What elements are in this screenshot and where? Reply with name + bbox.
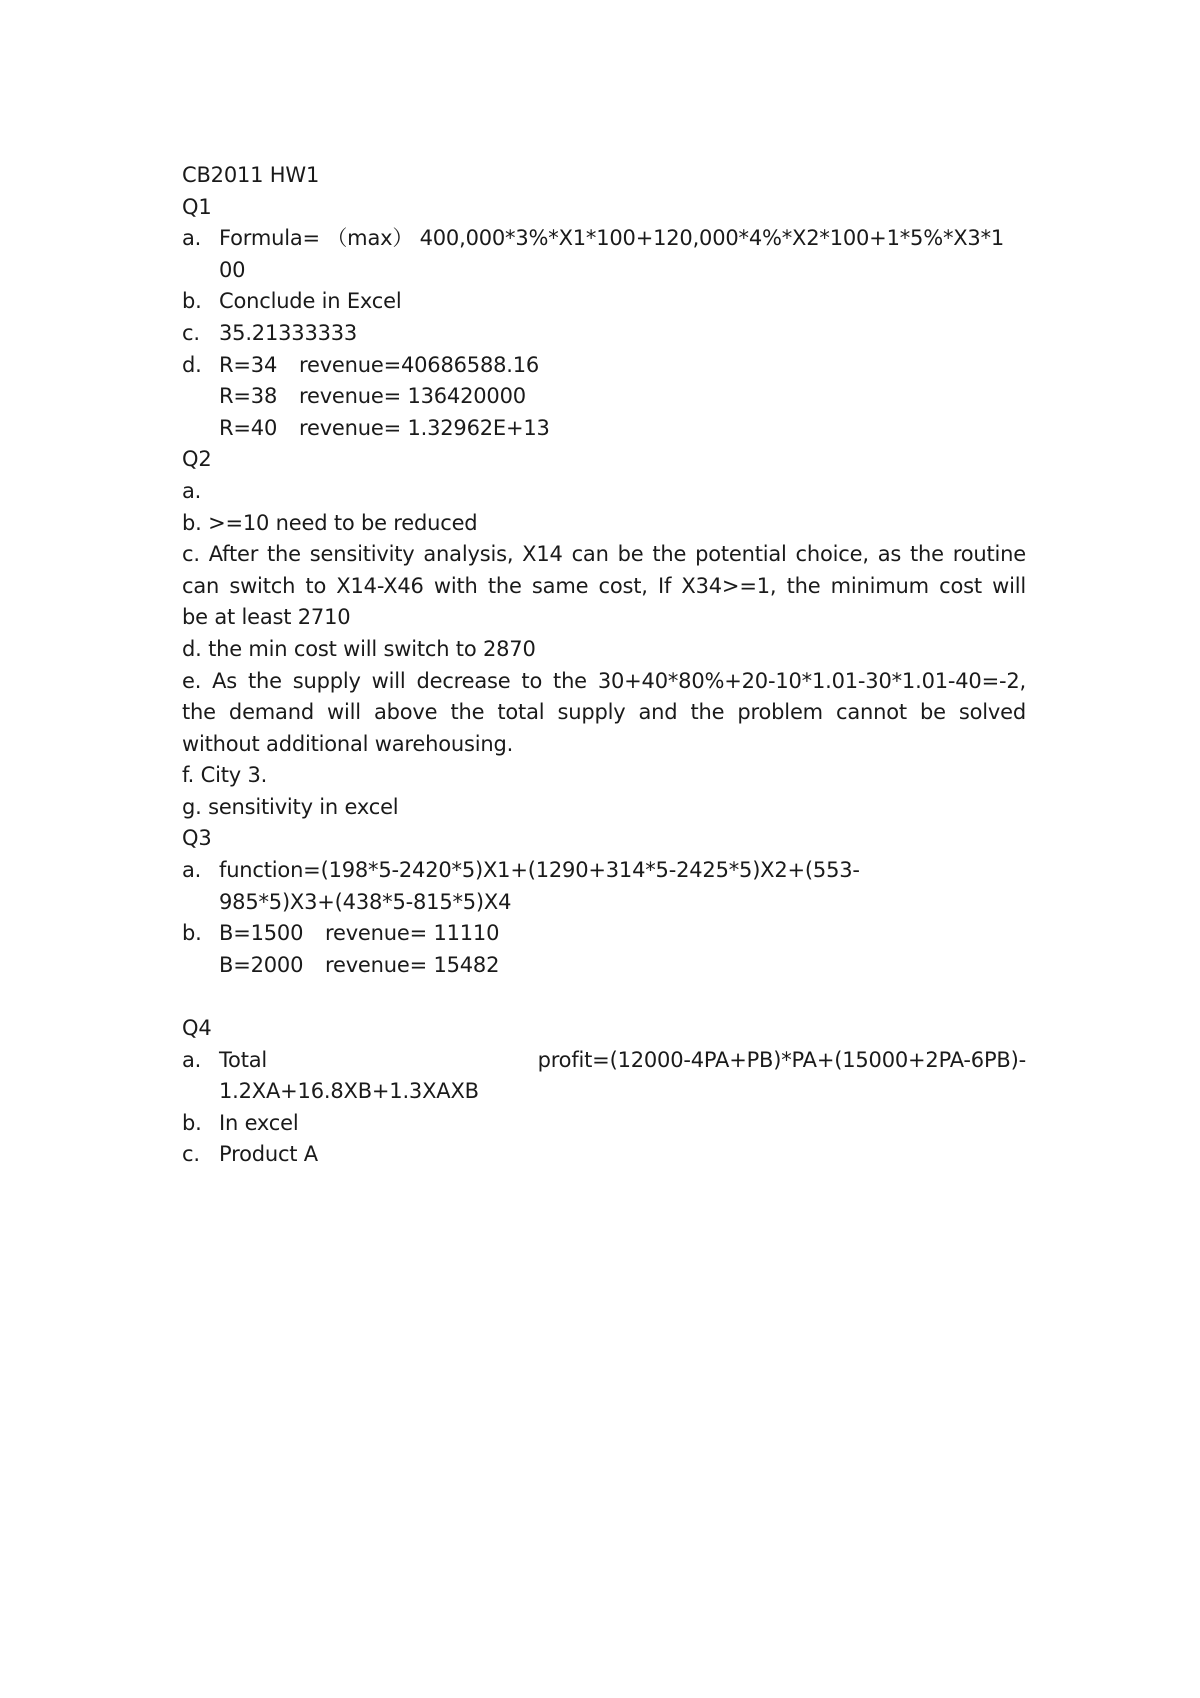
- q2-c-paragraph: [182, 539, 1026, 634]
- blank-line: [182, 981, 1026, 1013]
- q4-a-line2: 1.2XA+16.8XB+1.3XAXB: [219, 1079, 479, 1104]
- q4-a-profit-formula: profit=(12000-4PA+PB)*PA+(15000+2PA-6PB)-: [537, 1047, 1026, 1072]
- document-title: CB2011 HW1: [182, 163, 320, 187]
- q1-item-a: [182, 223, 1026, 286]
- q3-b-b-value: B=1500: [219, 921, 304, 946]
- q1-d-row: [219, 381, 1026, 413]
- q1-d-revenue: revenue=40686588.16: [299, 352, 540, 377]
- q1-a-formula-line2: 00: [219, 257, 246, 282]
- q4-b-text: In excel: [219, 1110, 299, 1135]
- q3-a-function-line2: 985*5)X3+(438*5-815*5)X4: [219, 889, 512, 914]
- q1-d-r-value: R=40: [219, 415, 278, 440]
- q3-heading: Q3: [182, 826, 212, 851]
- q1-item-d: [182, 350, 1026, 445]
- q2-f-text: f. City 3.: [182, 763, 268, 788]
- q1-d-marker: d.: [182, 352, 202, 377]
- q4-item-b: [182, 1108, 1026, 1140]
- q2-g-text: g. sensitivity in excel: [182, 794, 399, 819]
- q1-d-r-value: R=38: [219, 384, 278, 409]
- q1-b-text: Conclude in Excel: [219, 289, 402, 314]
- q2-e-paragraph: [182, 666, 1026, 761]
- document-body: [182, 160, 1026, 1171]
- q1-b-marker: b.: [182, 289, 202, 314]
- q3-b-marker: b.: [182, 921, 202, 946]
- q1-c-text: 35.21333333: [219, 320, 358, 345]
- q3-b-revenue: revenue= 11110: [325, 921, 500, 946]
- q2-e-line3: without additional warehousing.: [182, 731, 514, 756]
- q3-item-b: [182, 918, 1026, 981]
- q1-d-row: [219, 413, 1026, 445]
- q1-heading: Q1: [182, 194, 212, 219]
- q1-a-formula-line1: Formula= （max） 400,000*3%*X1*100+120,000*4%*X2*100+1*5%*X3*1: [219, 226, 1005, 251]
- q4-item-c: [182, 1139, 1026, 1171]
- q1-item-c: [182, 318, 1026, 350]
- q1-a-marker: a.: [182, 226, 202, 251]
- q4-c-marker: c.: [182, 1142, 200, 1167]
- q2-c-line1: c. After the sensitivity analysis, X14 can be the potential choice, as the routine: [182, 542, 1026, 567]
- q2-b-text: b. >=10 need to be reduced: [182, 510, 478, 535]
- q2-e-line2: the demand will above the total supply and the problem cannot be solved: [182, 700, 1026, 725]
- q3-b-row: [219, 950, 1026, 982]
- q2-heading: Q2: [182, 447, 212, 472]
- q4-a-total-word: Total: [219, 1047, 268, 1072]
- q2-d-text: d. the min cost will switch to 2870: [182, 636, 536, 661]
- q4-a-line1: [219, 1045, 1026, 1077]
- q1-c-marker: c.: [182, 320, 200, 345]
- q3-item-a: [182, 855, 1026, 918]
- q1-d-revenue: revenue= 1.32962E+13: [299, 415, 550, 440]
- q4-c-text: Product A: [219, 1142, 318, 1167]
- q4-item-a: [182, 1045, 1026, 1108]
- q1-item-b: [182, 286, 1026, 318]
- q4-b-marker: b.: [182, 1110, 202, 1135]
- q2-c-line3: be at least 2710: [182, 605, 351, 630]
- q1-d-r-value: R=34: [219, 352, 278, 377]
- q3-b-revenue: revenue= 15482: [325, 952, 500, 977]
- q4-heading: Q4: [182, 1016, 212, 1041]
- q2-c-line2: can switch to X14-X46 with the same cost, If X34>=1, the minimum cost will: [182, 573, 1026, 598]
- q4-a-marker: a.: [182, 1047, 202, 1072]
- q3-a-marker: a.: [182, 858, 202, 883]
- q2-a-text: a.: [182, 478, 202, 503]
- q1-d-revenue: revenue= 136420000: [299, 384, 526, 409]
- q2-e-line1: e. As the supply will decrease to the 30+40*80%+20-10*1.01-30*1.01-40=-2,: [182, 668, 1026, 693]
- q3-a-function-line1: function=(198*5-2420*5)X1+(1290+314*5-2425*5)X2+(553-: [219, 858, 860, 883]
- q3-b-row: [219, 918, 1026, 950]
- q3-b-b-value: B=2000: [219, 952, 304, 977]
- q1-d-row: [219, 350, 1026, 382]
